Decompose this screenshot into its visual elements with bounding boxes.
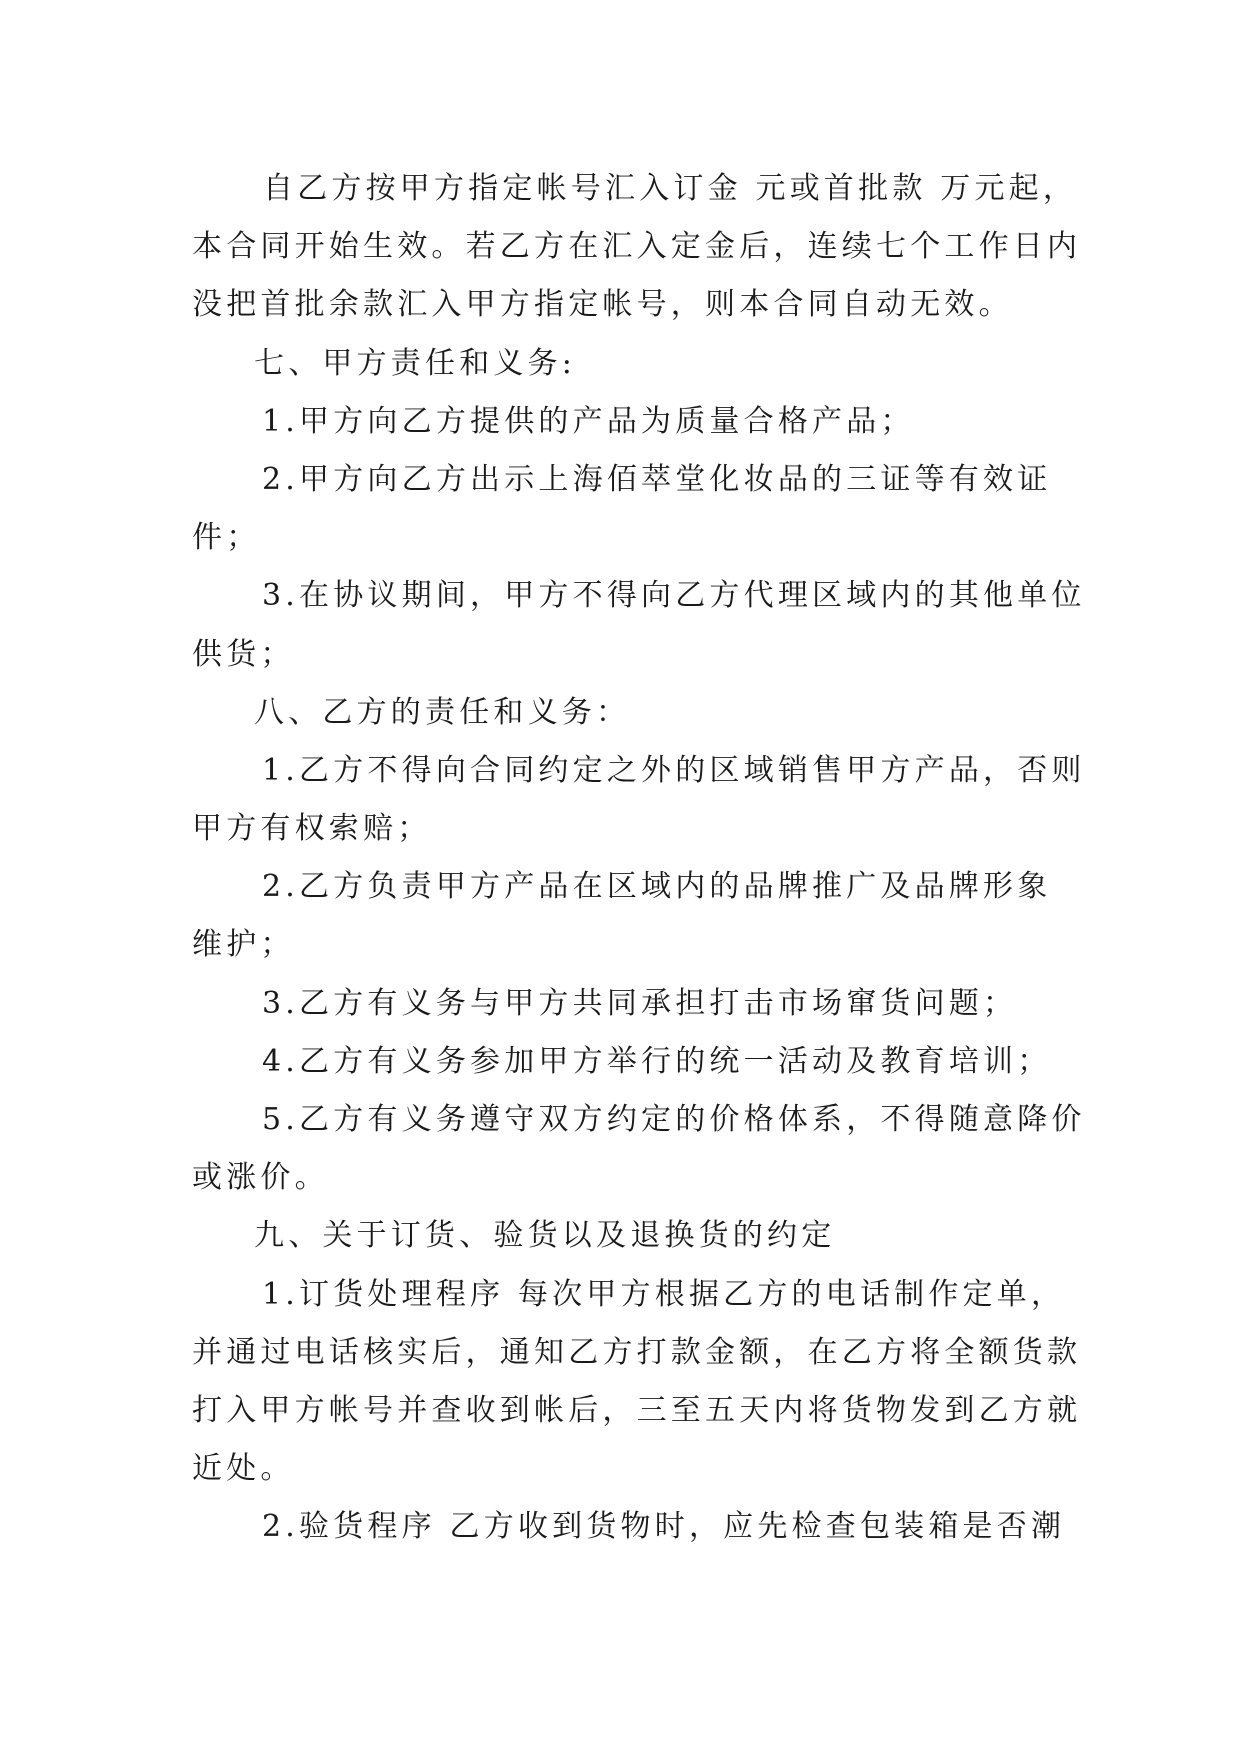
text-line: 打入甲方帐号并查收到帐后，三至五天内将货物发到乙方就 [192, 1392, 1082, 1428]
list-item: 1.甲方向乙方提供的产品为质量合格产品； [262, 403, 915, 439]
contract-text [192, 160, 1086, 1557]
list-item: 1.乙方不得向合同约定之外的区域销售甲方产品，否则 [262, 752, 1086, 788]
text-line: 没把首批余款汇入甲方指定帐号，则本合同自动无效。 [192, 287, 1013, 323]
text-line: 本合同开始生效。若乙方在汇入定金后，连续七个工作日内 [192, 229, 1082, 265]
text-line: 近处。 [192, 1451, 295, 1487]
section-heading: 八、乙方的责任和义务： [254, 694, 631, 730]
list-item: 3.在协议期间，甲方不得向乙方代理区域内的其他单位 [262, 578, 1086, 614]
list-item: 4.乙方有义务参加甲方举行的统一活动及教育培训； [262, 1043, 1052, 1079]
list-item: 1.订货处理程序 每次甲方根据乙方的电话制作定单， [262, 1276, 1066, 1312]
text-line: 自乙方按甲方指定帐号汇入订金 元或首批款 万元起， [263, 171, 1078, 206]
text-line: 供货； [192, 636, 295, 672]
list-item: 2.乙方负责甲方产品在区域内的品牌推广及品牌形象 [262, 869, 1052, 905]
text-line: 维护； [192, 927, 295, 963]
text-line: 并通过电话核实后，通知乙方打款金额，在乙方将全额货款 [192, 1334, 1082, 1370]
section-heading: 九、关于订货、验货以及退换货的约定 [254, 1218, 836, 1254]
list-item: 5.乙方有义务遵守双方约定的价格体系，不得随意降价 [262, 1102, 1086, 1137]
section-heading: 七、甲方责任和义务: [254, 345, 577, 381]
list-item: 2.甲方向乙方出示上海佰萃堂化妆品的三证等有效证 [262, 461, 1052, 497]
text-line: 或涨价。 [192, 1160, 329, 1196]
list-item: 2.验货程序 乙方收到货物时，应先检查包装箱是否潮 [262, 1509, 1066, 1545]
text-line: 件； [192, 520, 261, 556]
list-item: 3.乙方有义务与甲方共同承担打击市场窜货问题； [262, 985, 1018, 1021]
text-line: 甲方有权索赔； [192, 811, 432, 847]
